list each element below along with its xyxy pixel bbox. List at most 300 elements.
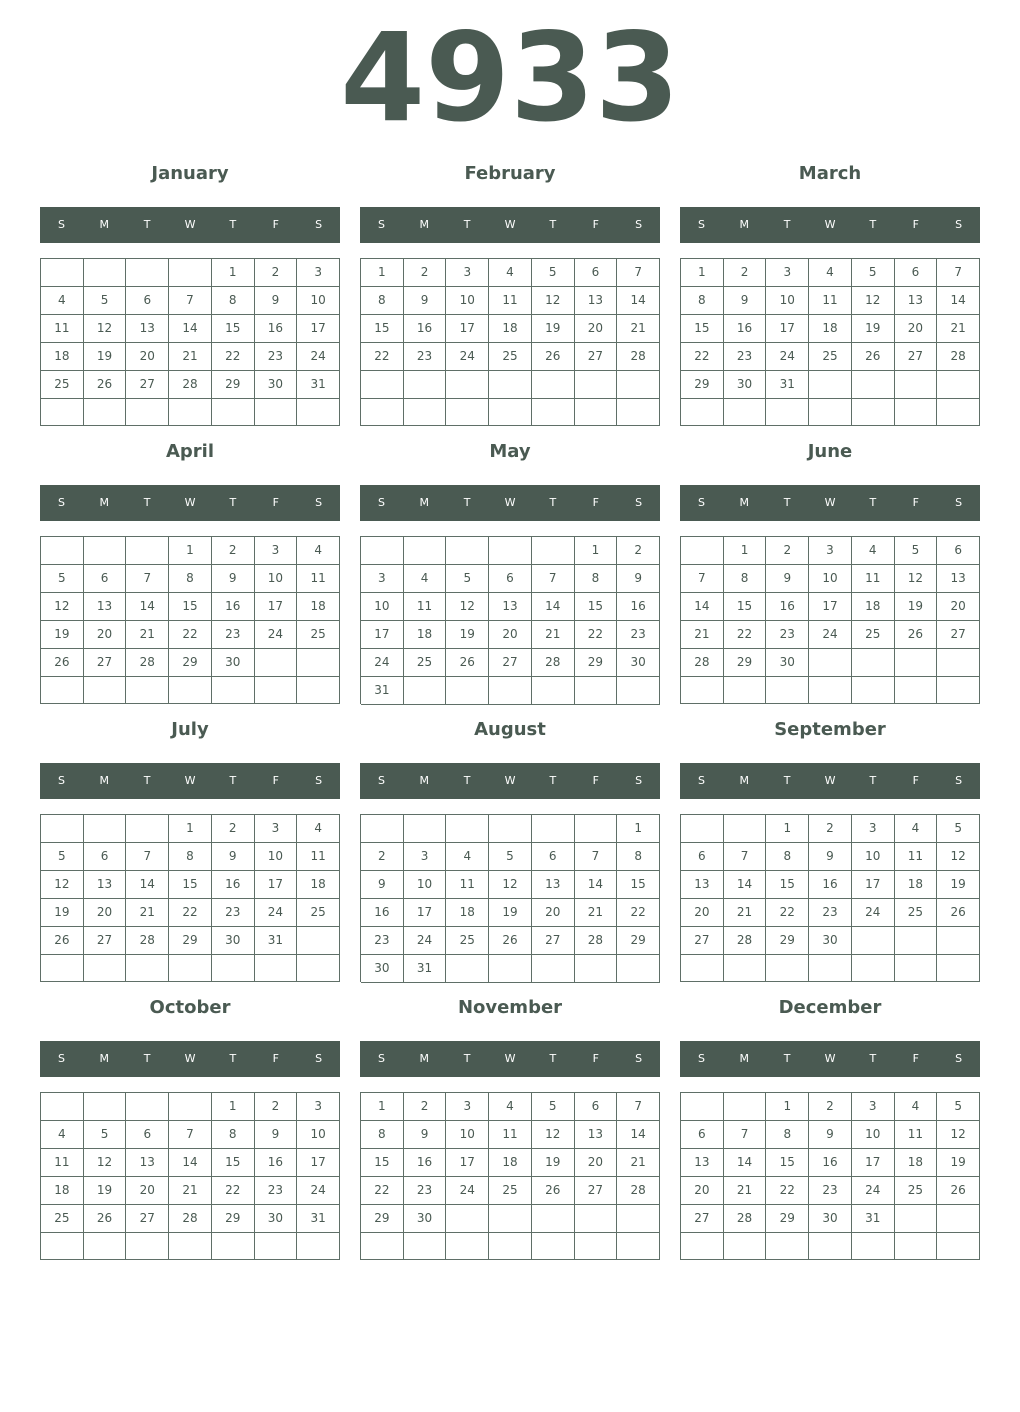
day-cell: 20 — [489, 621, 532, 649]
weekday-label: W — [504, 1052, 516, 1065]
empty-cell — [895, 927, 938, 955]
empty-cell — [852, 649, 895, 677]
empty-cell — [724, 955, 767, 982]
empty-cell — [681, 1093, 724, 1121]
month-title: October — [149, 997, 231, 1018]
day-cell: 4 — [404, 565, 447, 593]
empty-cell — [126, 399, 169, 426]
empty-cell — [681, 399, 724, 426]
empty-cell — [297, 927, 340, 955]
day-cell: 2 — [766, 537, 809, 565]
day-cell: 21 — [724, 1177, 767, 1205]
day-cell: 22 — [724, 621, 767, 649]
empty-cell — [169, 259, 212, 287]
weekday-label: S — [635, 1052, 643, 1065]
day-cell: 27 — [681, 1205, 724, 1233]
empty-cell — [126, 815, 169, 843]
empty-cell — [255, 399, 298, 426]
empty-cell — [212, 677, 255, 704]
day-cell: 21 — [169, 343, 212, 371]
day-cell: 20 — [84, 621, 127, 649]
empty-cell — [809, 371, 852, 399]
day-cell: 14 — [126, 593, 169, 621]
empty-cell — [404, 537, 447, 565]
day-grid — [680, 814, 980, 982]
day-cell: 19 — [41, 899, 84, 927]
day-cell: 13 — [681, 871, 724, 899]
day-cell: 1 — [361, 259, 404, 287]
weekday-label: S — [57, 218, 65, 231]
day-cell: 23 — [255, 343, 298, 371]
empty-cell — [852, 1233, 895, 1260]
day-cell: 19 — [532, 1149, 575, 1177]
empty-cell — [895, 1205, 938, 1233]
weekday-label: T — [463, 774, 471, 787]
day-cell: 10 — [446, 287, 489, 315]
day-cell: 7 — [169, 1121, 212, 1149]
empty-cell — [809, 399, 852, 426]
day-cell: 20 — [681, 899, 724, 927]
day-cell: 3 — [766, 259, 809, 287]
weekday-label: M — [99, 1052, 110, 1065]
empty-cell — [809, 677, 852, 704]
empty-cell — [724, 1093, 767, 1121]
day-cell: 11 — [446, 871, 489, 899]
day-cell: 20 — [575, 1149, 618, 1177]
empty-cell — [446, 399, 489, 427]
day-cell: 29 — [766, 1205, 809, 1233]
empty-cell — [126, 537, 169, 565]
empty-cell — [297, 677, 340, 704]
day-cell: 18 — [297, 593, 340, 621]
weekday-label: F — [272, 496, 279, 509]
day-cell: 14 — [724, 871, 767, 899]
empty-cell — [169, 1233, 212, 1260]
empty-cell — [255, 1233, 298, 1260]
day-cell: 23 — [617, 621, 660, 649]
empty-cell — [169, 1093, 212, 1121]
day-cell: 1 — [617, 815, 660, 843]
month-title: July — [171, 719, 209, 740]
day-cell: 21 — [575, 899, 618, 927]
day-cell: 8 — [766, 1121, 809, 1149]
empty-cell — [766, 399, 809, 426]
empty-cell — [361, 399, 404, 427]
day-cell: 28 — [575, 927, 618, 955]
day-cell: 20 — [126, 1177, 169, 1205]
weekday-label: T — [463, 1052, 471, 1065]
month-title: August — [474, 719, 546, 740]
day-cell: 15 — [169, 871, 212, 899]
day-cell: 30 — [766, 649, 809, 677]
day-cell: 9 — [404, 1121, 447, 1149]
empty-cell — [937, 955, 980, 982]
day-cell: 19 — [446, 621, 489, 649]
day-cell: 6 — [84, 565, 127, 593]
weekday-header-bar — [680, 763, 980, 799]
day-cell: 13 — [937, 565, 980, 593]
day-cell: 16 — [809, 1149, 852, 1177]
day-cell: 30 — [809, 927, 852, 955]
day-cell: 2 — [404, 259, 447, 287]
day-cell: 29 — [169, 649, 212, 677]
day-cell: 12 — [937, 1121, 980, 1149]
day-cell: 12 — [852, 287, 895, 315]
empty-cell — [297, 649, 340, 677]
empty-cell — [41, 399, 84, 426]
day-cell: 2 — [617, 537, 660, 565]
day-cell: 12 — [532, 1121, 575, 1149]
empty-cell — [126, 1233, 169, 1260]
day-cell: 24 — [255, 899, 298, 927]
day-cell: 30 — [617, 649, 660, 677]
weekday-label: F — [912, 774, 919, 787]
day-cell: 6 — [575, 1093, 618, 1121]
day-cell: 14 — [724, 1149, 767, 1177]
empty-cell — [84, 955, 127, 982]
empty-cell — [895, 1233, 938, 1260]
empty-cell — [212, 1233, 255, 1260]
weekday-label: S — [955, 218, 963, 231]
empty-cell — [809, 649, 852, 677]
weekday-label: T — [463, 218, 471, 231]
empty-cell — [852, 927, 895, 955]
weekday-label: T — [143, 774, 151, 787]
weekday-label: S — [57, 1052, 65, 1065]
day-cell: 8 — [681, 287, 724, 315]
day-cell: 24 — [446, 343, 489, 371]
weekday-label: T — [463, 496, 471, 509]
day-cell: 16 — [255, 315, 298, 343]
day-cell: 1 — [724, 537, 767, 565]
day-cell: 26 — [446, 649, 489, 677]
day-cell: 15 — [766, 871, 809, 899]
day-cell: 16 — [766, 593, 809, 621]
day-cell: 18 — [297, 871, 340, 899]
empty-cell — [41, 259, 84, 287]
weekday-label: M — [99, 774, 110, 787]
day-cell: 13 — [489, 593, 532, 621]
day-cell: 22 — [169, 621, 212, 649]
weekday-label: M — [739, 1052, 750, 1065]
day-cell: 5 — [852, 259, 895, 287]
day-cell: 7 — [126, 843, 169, 871]
day-cell: 31 — [404, 955, 447, 983]
empty-cell — [724, 815, 767, 843]
day-cell: 8 — [212, 1121, 255, 1149]
empty-cell — [446, 955, 489, 983]
day-cell: 20 — [84, 899, 127, 927]
weekday-label: T — [229, 218, 237, 231]
day-cell: 30 — [724, 371, 767, 399]
empty-cell — [937, 677, 980, 704]
day-cell: 7 — [937, 259, 980, 287]
empty-cell — [575, 399, 618, 427]
day-cell: 9 — [809, 843, 852, 871]
day-cell: 4 — [852, 537, 895, 565]
day-cell: 29 — [212, 371, 255, 399]
weekday-label: W — [824, 774, 836, 787]
day-cell: 23 — [212, 621, 255, 649]
day-cell: 23 — [809, 899, 852, 927]
day-cell: 11 — [41, 1149, 84, 1177]
day-cell: 26 — [532, 343, 575, 371]
day-cell: 17 — [297, 1149, 340, 1177]
day-cell: 1 — [212, 1093, 255, 1121]
empty-cell — [852, 399, 895, 426]
empty-cell — [404, 399, 447, 427]
day-cell: 7 — [575, 843, 618, 871]
weekday-label: F — [592, 774, 599, 787]
day-cell: 19 — [532, 315, 575, 343]
day-cell: 27 — [575, 343, 618, 371]
day-cell: 4 — [41, 287, 84, 315]
empty-cell — [681, 955, 724, 982]
empty-cell — [297, 399, 340, 426]
empty-cell — [446, 815, 489, 843]
weekday-label: F — [272, 774, 279, 787]
day-cell: 24 — [361, 649, 404, 677]
empty-cell — [489, 399, 532, 427]
day-cell: 18 — [446, 899, 489, 927]
day-cell: 11 — [895, 1121, 938, 1149]
empty-cell — [126, 955, 169, 982]
day-cell: 18 — [489, 315, 532, 343]
empty-cell — [809, 955, 852, 982]
day-cell: 24 — [297, 1177, 340, 1205]
day-cell: 29 — [766, 927, 809, 955]
weekday-label: T — [869, 218, 877, 231]
day-cell: 21 — [617, 315, 660, 343]
empty-cell — [852, 955, 895, 982]
weekday-label: M — [739, 774, 750, 787]
day-cell: 19 — [84, 1177, 127, 1205]
weekday-label: S — [697, 496, 705, 509]
day-cell: 6 — [126, 287, 169, 315]
weekday-label: T — [143, 218, 151, 231]
weekday-label: F — [592, 1052, 599, 1065]
weekday-header-bar — [360, 763, 660, 799]
day-cell: 3 — [446, 259, 489, 287]
empty-cell — [212, 399, 255, 426]
day-cell: 28 — [681, 649, 724, 677]
empty-cell — [895, 955, 938, 982]
weekday-header-bar — [360, 1041, 660, 1077]
day-cell: 11 — [404, 593, 447, 621]
empty-cell — [361, 1233, 404, 1260]
weekday-label: W — [504, 496, 516, 509]
day-cell: 10 — [297, 1121, 340, 1149]
empty-cell — [937, 399, 980, 426]
weekday-header-bar — [680, 1041, 980, 1077]
weekday-label: T — [869, 774, 877, 787]
day-cell: 21 — [169, 1177, 212, 1205]
empty-cell — [937, 1233, 980, 1260]
weekday-header-bar — [360, 485, 660, 521]
empty-cell — [489, 1233, 532, 1260]
weekday-label: T — [783, 774, 791, 787]
day-cell: 4 — [489, 259, 532, 287]
day-cell: 18 — [852, 593, 895, 621]
day-grid — [40, 814, 340, 982]
day-cell: 31 — [297, 371, 340, 399]
weekday-label: S — [315, 496, 323, 509]
day-cell: 1 — [766, 1093, 809, 1121]
day-cell: 30 — [255, 1205, 298, 1233]
day-cell: 6 — [895, 259, 938, 287]
year-title: 4933 — [340, 7, 680, 149]
day-cell: 21 — [617, 1149, 660, 1177]
day-cell: 24 — [404, 927, 447, 955]
day-cell: 2 — [255, 259, 298, 287]
day-cell: 17 — [446, 1149, 489, 1177]
day-cell: 25 — [895, 1177, 938, 1205]
day-cell: 15 — [766, 1149, 809, 1177]
day-cell: 17 — [255, 593, 298, 621]
day-cell: 29 — [169, 927, 212, 955]
day-cell: 24 — [809, 621, 852, 649]
day-cell: 24 — [255, 621, 298, 649]
day-cell: 20 — [937, 593, 980, 621]
weekday-header-bar — [680, 207, 980, 243]
day-cell: 10 — [852, 843, 895, 871]
day-cell: 12 — [446, 593, 489, 621]
weekday-label: T — [869, 1052, 877, 1065]
empty-cell — [575, 371, 618, 399]
weekday-label: S — [955, 1052, 963, 1065]
day-cell: 13 — [84, 871, 127, 899]
day-cell: 14 — [169, 1149, 212, 1177]
empty-cell — [809, 1233, 852, 1260]
day-cell: 26 — [937, 899, 980, 927]
weekday-label: S — [697, 1052, 705, 1065]
day-cell: 29 — [361, 1205, 404, 1233]
day-cell: 9 — [255, 287, 298, 315]
weekday-label: S — [377, 1052, 385, 1065]
empty-cell — [41, 537, 84, 565]
day-cell: 4 — [297, 815, 340, 843]
month-title: November — [457, 997, 563, 1018]
day-cell: 10 — [809, 565, 852, 593]
weekday-label: T — [549, 774, 557, 787]
day-cell: 17 — [809, 593, 852, 621]
day-cell: 27 — [937, 621, 980, 649]
day-cell: 7 — [532, 565, 575, 593]
day-cell: 28 — [617, 343, 660, 371]
empty-cell — [895, 649, 938, 677]
weekday-label: F — [912, 496, 919, 509]
weekday-label: S — [315, 1052, 323, 1065]
empty-cell — [575, 955, 618, 983]
day-cell: 20 — [126, 343, 169, 371]
empty-cell — [489, 955, 532, 983]
weekday-label: S — [955, 774, 963, 787]
weekday-header-bar — [40, 485, 340, 521]
empty-cell — [212, 955, 255, 982]
day-cell: 2 — [212, 815, 255, 843]
day-cell: 12 — [937, 843, 980, 871]
weekday-label: T — [783, 496, 791, 509]
day-cell: 27 — [575, 1177, 618, 1205]
day-cell: 22 — [361, 1177, 404, 1205]
day-cell: 10 — [255, 565, 298, 593]
day-cell: 27 — [126, 371, 169, 399]
empty-cell — [404, 371, 447, 399]
empty-cell — [446, 1205, 489, 1233]
day-cell: 1 — [169, 815, 212, 843]
day-cell: 9 — [766, 565, 809, 593]
empty-cell — [532, 371, 575, 399]
day-cell: 13 — [84, 593, 127, 621]
empty-cell — [84, 677, 127, 704]
day-cell: 24 — [766, 343, 809, 371]
day-cell: 10 — [404, 871, 447, 899]
day-grid — [360, 536, 660, 704]
weekday-label: F — [912, 218, 919, 231]
day-cell: 13 — [575, 1121, 618, 1149]
day-cell: 1 — [169, 537, 212, 565]
day-cell: 10 — [852, 1121, 895, 1149]
day-cell: 11 — [41, 315, 84, 343]
weekday-label: S — [315, 774, 323, 787]
empty-cell — [681, 1233, 724, 1260]
day-cell: 15 — [212, 315, 255, 343]
empty-cell — [446, 1233, 489, 1260]
empty-cell — [617, 1205, 660, 1233]
weekday-label: T — [783, 1052, 791, 1065]
day-cell: 21 — [126, 621, 169, 649]
day-cell: 1 — [681, 259, 724, 287]
day-cell: 29 — [724, 649, 767, 677]
weekday-label: S — [697, 774, 705, 787]
day-cell: 22 — [766, 899, 809, 927]
day-cell: 25 — [297, 621, 340, 649]
day-cell: 14 — [617, 1121, 660, 1149]
empty-cell — [41, 1233, 84, 1260]
day-cell: 6 — [575, 259, 618, 287]
empty-cell — [937, 371, 980, 399]
weekday-label: T — [143, 496, 151, 509]
empty-cell — [681, 815, 724, 843]
empty-cell — [41, 955, 84, 982]
day-cell: 8 — [617, 843, 660, 871]
day-cell: 27 — [532, 927, 575, 955]
day-cell: 21 — [681, 621, 724, 649]
empty-cell — [489, 537, 532, 565]
day-cell: 4 — [895, 1093, 938, 1121]
day-cell: 8 — [169, 565, 212, 593]
empty-cell — [532, 399, 575, 427]
day-cell: 13 — [575, 287, 618, 315]
day-cell: 18 — [41, 343, 84, 371]
day-cell: 2 — [212, 537, 255, 565]
weekday-label: S — [635, 774, 643, 787]
day-cell: 20 — [532, 899, 575, 927]
day-cell: 11 — [297, 843, 340, 871]
empty-cell — [575, 1205, 618, 1233]
empty-cell — [297, 955, 340, 982]
empty-cell — [681, 677, 724, 704]
empty-cell — [489, 1205, 532, 1233]
empty-cell — [361, 537, 404, 565]
day-cell: 25 — [41, 371, 84, 399]
empty-cell — [617, 677, 660, 705]
day-cell: 23 — [724, 343, 767, 371]
weekday-header-bar — [680, 485, 980, 521]
day-cell: 26 — [852, 343, 895, 371]
day-cell: 21 — [126, 899, 169, 927]
day-cell: 13 — [126, 315, 169, 343]
